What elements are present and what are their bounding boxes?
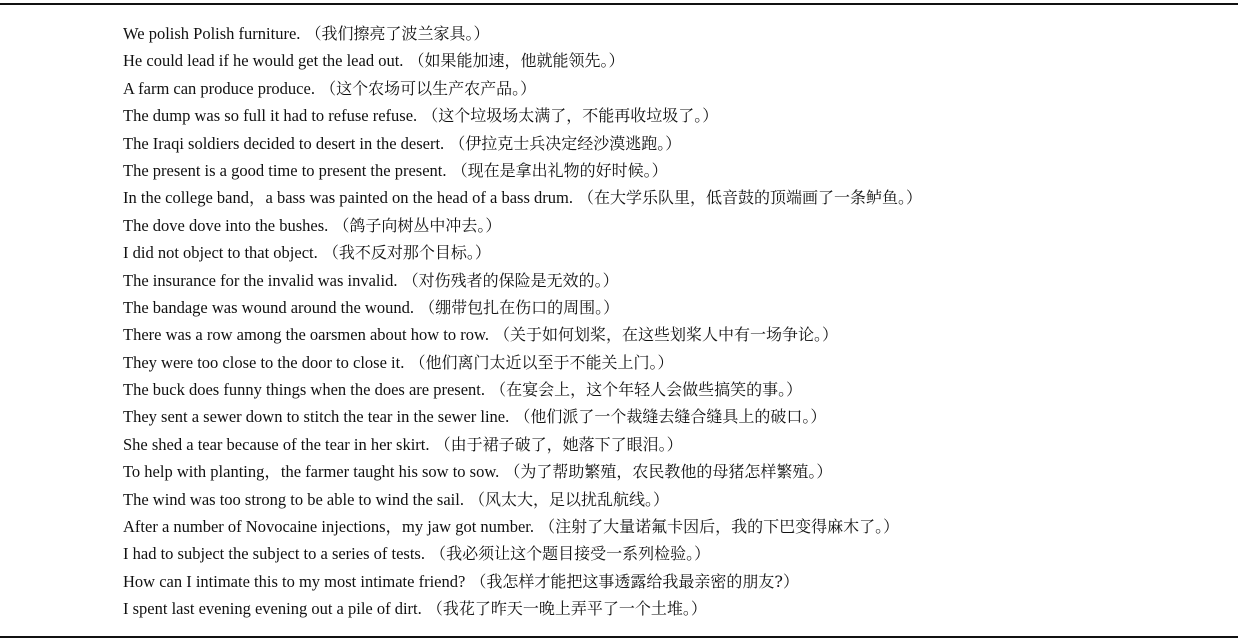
english-sentence: He could lead if he would get the lead out. bbox=[123, 51, 404, 71]
top-rule bbox=[0, 3, 1238, 5]
chinese-translation: （为了帮助繁殖，农民教他的母猪怎样繁殖。） bbox=[504, 462, 833, 482]
chinese-translation: （注射了大量诺氟卡因后，我的下巴变得麻木了。） bbox=[539, 517, 900, 537]
english-sentence: The wind was too strong to be able to wind the sail. bbox=[123, 489, 464, 509]
english-sentence: In the college band，a bass was painted on the head of a bass drum. bbox=[123, 188, 573, 208]
chinese-translation: （伊拉克士兵决定经沙漠逃跑。） bbox=[449, 133, 682, 153]
english-sentence: The dump was so full it had to refuse refuse. bbox=[123, 106, 418, 126]
sentence-line bbox=[123, 294, 922, 321]
chinese-translation: （对伤残者的保险是无效的。） bbox=[402, 270, 619, 290]
chinese-translation: （我不反对那个目标。） bbox=[322, 243, 491, 263]
sentence-line bbox=[123, 431, 922, 458]
english-sentence: The buck does funny things when the does are present. bbox=[123, 380, 485, 400]
sentence-line bbox=[123, 376, 922, 403]
sentence-line bbox=[123, 130, 922, 157]
english-sentence: There was a row among the oarsmen about how to row. bbox=[123, 325, 489, 345]
chinese-translation: （如果能加速，他就能领先。） bbox=[408, 51, 625, 71]
english-sentence: How can I intimate this to my most intimate friend? bbox=[123, 571, 466, 591]
english-sentence: They sent a sewer down to stitch the tear in the sewer line. bbox=[123, 407, 510, 427]
english-sentence: To help with planting，the farmer taught his sow to sow. bbox=[123, 462, 500, 482]
sentence-line bbox=[123, 157, 922, 184]
chinese-translation: （这个农场可以生产农产品。） bbox=[320, 78, 537, 98]
chinese-translation: （我必须让这个题目接受一系列检验。） bbox=[430, 544, 711, 564]
english-sentence: The dove dove into the bushes. bbox=[123, 215, 329, 235]
sentence-line bbox=[123, 47, 922, 74]
sentence-line bbox=[123, 321, 922, 348]
english-sentence: She shed a tear because of the tear in her skirt. bbox=[123, 434, 430, 454]
sentence-line bbox=[123, 568, 922, 595]
chinese-translation: （绷带包扎在伤口的周围。） bbox=[419, 297, 620, 317]
english-sentence: They were too close to the door to close it. bbox=[123, 352, 405, 372]
chinese-translation: （关于如何划桨，在这些划桨人中有一场争论。） bbox=[494, 325, 839, 345]
english-sentence: The Iraqi soldiers decided to desert in the desert. bbox=[123, 133, 445, 153]
english-sentence: A farm can produce produce. bbox=[123, 78, 315, 98]
english-sentence: After a number of Novocaine injections，my jaw got number. bbox=[123, 517, 535, 537]
sentence-line bbox=[123, 239, 922, 266]
chinese-translation: （我花了昨天一晚上弄平了一个土堆。） bbox=[426, 599, 707, 619]
english-sentence: The present is a good time to present the present. bbox=[123, 160, 447, 180]
sentence-line bbox=[123, 486, 922, 513]
chinese-translation: （在宴会上，这个年轻人会做些搞笑的事。） bbox=[490, 380, 803, 400]
chinese-translation: （我们擦亮了波兰家具。） bbox=[305, 24, 490, 43]
english-sentence: I did not object to that object. bbox=[123, 243, 318, 263]
chinese-translation: （他们离门太近以至于不能关上门。） bbox=[409, 352, 674, 372]
sentence-line bbox=[123, 458, 922, 485]
sentence-line bbox=[123, 513, 922, 540]
chinese-translation: （在大学乐队里，低音鼓的顶端画了一条鲈鱼。） bbox=[578, 188, 923, 208]
chinese-translation: （鸽子向树丛中冲去。） bbox=[333, 215, 502, 235]
chinese-translation: （这个垃圾场太满了，不能再收垃圾了。） bbox=[422, 106, 719, 126]
english-sentence: We polish Polish furniture. bbox=[123, 24, 301, 43]
sentence-line bbox=[123, 102, 922, 129]
chinese-translation: （由于裙子破了，她落下了眼泪。） bbox=[434, 434, 683, 454]
sentence-line bbox=[123, 267, 922, 294]
english-sentence: The bandage was wound around the wound. bbox=[123, 297, 414, 317]
sentence-line bbox=[123, 184, 922, 211]
chinese-translation: （现在是拿出礼物的好时候。） bbox=[451, 160, 668, 180]
chinese-translation: （我怎样才能把这事透露给我最亲密的朋友?） bbox=[470, 571, 799, 591]
sentence-line bbox=[123, 540, 922, 567]
chinese-translation: （风太大，足以扰乱航线。） bbox=[469, 489, 670, 509]
sentence-line bbox=[123, 212, 922, 239]
sentence-line bbox=[123, 75, 922, 102]
sentence-list bbox=[123, 20, 922, 623]
chinese-translation: （他们派了一个裁缝去缝合缝具上的破口。） bbox=[514, 407, 827, 427]
sentence-line bbox=[123, 20, 922, 47]
sentence-line bbox=[123, 349, 922, 376]
english-sentence: I spent last evening evening out a pile of dirt. bbox=[123, 599, 422, 619]
sentence-line bbox=[123, 595, 922, 622]
sentence-line bbox=[123, 403, 922, 430]
english-sentence: The insurance for the invalid was invalid. bbox=[123, 270, 398, 290]
english-sentence: I had to subject the subject to a series of tests. bbox=[123, 544, 425, 564]
bottom-rule bbox=[0, 636, 1238, 638]
